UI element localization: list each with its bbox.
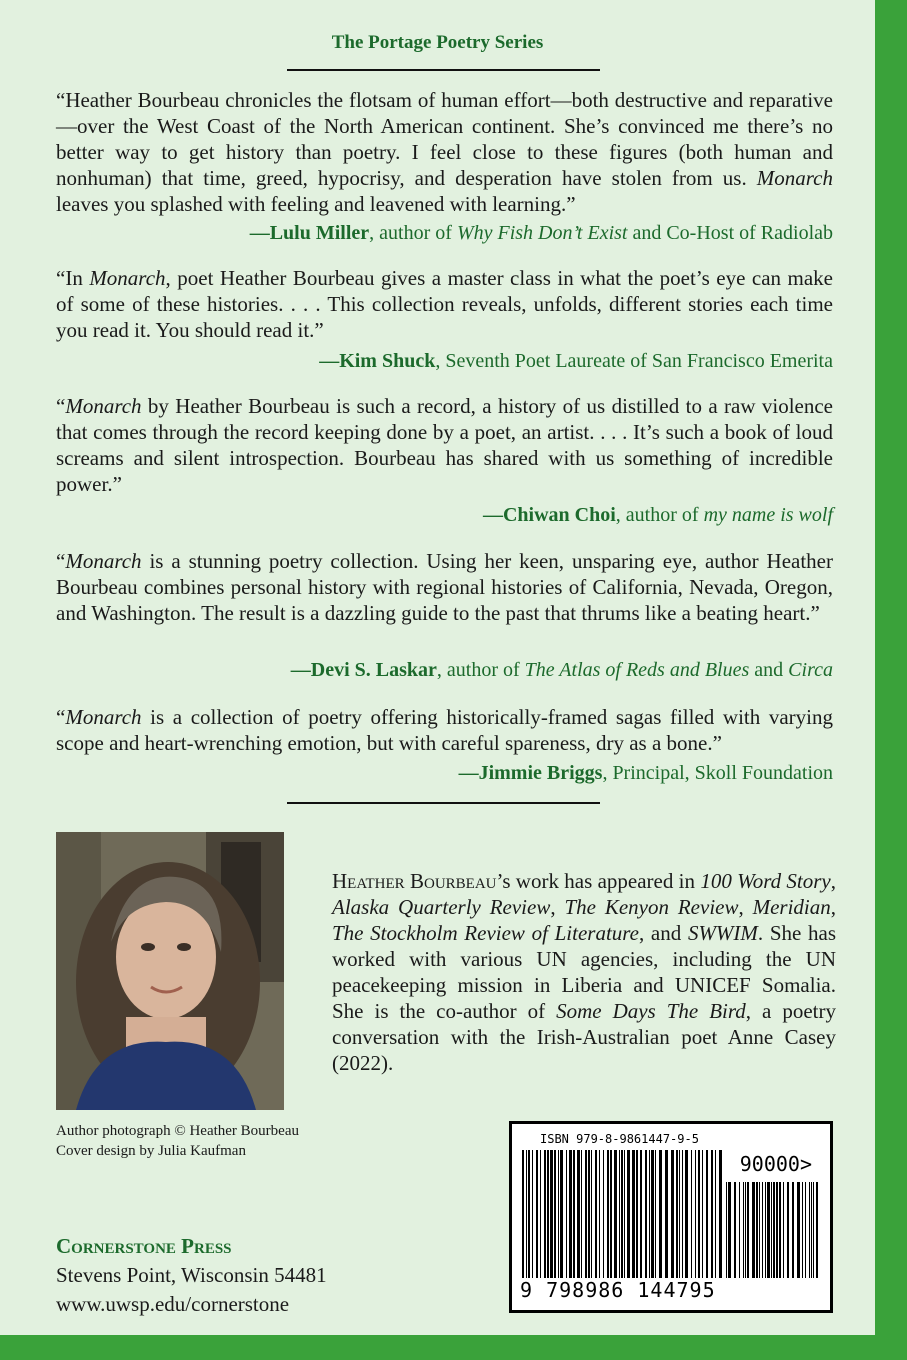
barcode-digits: 9 798986 144795 [520,1278,716,1302]
barcode-bar [726,1182,727,1278]
barcode-bar [702,1150,703,1278]
barcode-bar [762,1182,763,1278]
barcode-bar [573,1150,575,1278]
barcode-bar [685,1150,688,1278]
barcode-bar [745,1182,746,1278]
barcode-bar [695,1150,696,1278]
blurb-3: “Monarch by Heather Bourbeau is such a record, a history of us distilled to a raw violence that comes through the record keeping done by a poet, an artist. . . . It’s such a book of loud screams and silent introspection. Bourbeau has shared with us something of incredible power.” [56,394,833,496]
barcode-bar [711,1150,713,1278]
barcode-bar [728,1182,731,1278]
barcode-bar [671,1150,674,1278]
barcode-bar [624,1150,625,1278]
author-photo [56,832,284,1110]
barcode-bar [809,1182,810,1278]
barcode-bar [783,1182,784,1278]
barcode-bar [607,1150,609,1278]
blurb-2: “In Monarch, poet Heather Bourbeau gives a master class in what the poet’s eye can make of some of these histories. . . . This collection reveals, unfolds, different stories each time you read it. You should read it.” [56,266,833,342]
barcode-bar [765,1182,766,1278]
barcode-bar [627,1150,630,1278]
series-title: The Portage Poetry Series [331,32,544,53]
barcode-bar [547,1150,549,1278]
blurb-4-attribution: —Devi S. Laskar, author of The Atlas of Reds and Blues and Circa [290,659,833,681]
photo-credit: Author photograph © Heather Bourbeau [56,1123,299,1139]
barcode-bar [691,1150,692,1278]
barcode-bar [682,1150,683,1278]
barcode-box [509,1121,833,1313]
barcode-bar [767,1182,770,1278]
barcode-bar [759,1182,760,1278]
barcode-bar [566,1150,567,1278]
barcode-bar [739,1182,740,1278]
barcode-bar [756,1182,758,1278]
barcode-bar [752,1182,755,1278]
barcode-bar [577,1150,580,1278]
barcode-bar [797,1182,800,1278]
publisher-name: Cornerstone Press [56,1234,232,1258]
top-divider [287,69,600,71]
barcode-bar [773,1182,775,1278]
barcode-bar [698,1150,700,1278]
barcode-bar [560,1150,563,1278]
barcode-bar [802,1182,803,1278]
barcode-bar [554,1150,556,1278]
barcode-bar [779,1182,781,1278]
barcode-bar [581,1150,582,1278]
barcode-bar [603,1150,604,1278]
barcode-bar [540,1150,541,1278]
barcode-bar [706,1150,708,1278]
barcode-bar [558,1150,559,1278]
price-code: 90000> [739,1152,812,1176]
barcode-bar [599,1150,600,1278]
barcode-bar [665,1150,668,1278]
barcode-bar [715,1150,716,1278]
barcode-bar [811,1182,812,1278]
barcode-bar [776,1182,778,1278]
barcode-bar [649,1150,650,1278]
barcode-bar [816,1182,818,1278]
blurb-5-attribution: —Jimmie Briggs, Principal, Skoll Foundation [458,762,833,784]
blurb-4: “Monarch is a stunning poetry collection. Using her keen, unsparing eye, author Heather Bourbeau combines personal history with regional histories of California, Nevada, Oregon, and Washington. The result is a dazzling guide to the past that thrums like a beating heart.” [56,549,833,625]
barcode-bar [595,1150,597,1278]
barcode-bar [528,1150,530,1278]
blurb-1-attribution: —Lulu Miller, author of Why Fish Don’t Exist and Co-Host of Radiolab [249,222,833,244]
barcode-bar [588,1150,590,1278]
barcode-bar [651,1150,654,1278]
barcode-bar [743,1182,744,1278]
barcode-bar [771,1182,772,1278]
barcode-bar [569,1150,572,1278]
barcode-bar [645,1150,647,1278]
barcode-bar [676,1150,678,1278]
publisher-block [56,1232,327,1319]
barcode-bar [659,1150,662,1278]
design-credit: Cover design by Julia Kaufman [56,1143,246,1159]
blurb-1: “Heather Bourbeau chronicles the flotsam of human effort—both destructive and reparative—over the West Coast of the North American continent. She’s convinced me there’s no better way to get history than poetry. I feel close to these figures (both human and nonhuman) that time, greed, hypocrisy, and desperation have stolen from us. Monarch leaves you splashed with feeling and leavened with learning.” [56,88,834,216]
barcode-bar [526,1150,527,1278]
barcode-bar [536,1150,538,1278]
author-bio: Heather Bourbeau’s work has appeared in 100 Word Story, Alaska Quarterly Review, The Kenyon Review, Meridian, The Stockholm Review of Literature, and SWWIM. She has worked with various UN agencies, including the UN peacekeeping mission in Liberia and UNICEF Somalia. She is the co-author of Some Days The Bird, a poetry conversation with the Irish-Australian poet Anne Casey (2022). [332,869,837,1075]
barcode-bar [614,1150,617,1278]
barcode-bar [550,1150,553,1278]
barcode-bar [522,1150,524,1278]
blurb-3-attribution: —Chiwan Choi, author of my name is wolf [482,504,833,526]
blurb-2-attribution: —Kim Shuck, Seventh Poet Laureate of San Francisco Emerita [319,350,833,372]
barcode-bar [813,1182,814,1278]
barcode-bar [544,1150,546,1278]
barcode-bar [655,1150,656,1278]
barcode-bar [747,1182,749,1278]
isbn-label: ISBN 979-8-9861447-9-5 [540,1132,699,1146]
cover-credits [56,1121,299,1161]
barcode-bar [805,1182,806,1278]
barcode-bar [636,1150,638,1278]
publisher-city: Stevens Point, Wisconsin 54481 [56,1263,327,1287]
author-portrait-illustration [56,832,284,1110]
barcode-bar [792,1182,794,1278]
barcode-bar [640,1150,642,1278]
publisher-url: www.uwsp.edu/cornerstone [56,1292,290,1316]
bottom-divider [287,802,600,804]
barcode-bar [719,1150,722,1278]
barcode-bar [619,1150,620,1278]
barcode-bar [679,1150,680,1278]
barcode-bar [787,1182,789,1278]
barcode-bar [532,1150,533,1278]
barcode-bar [734,1182,736,1278]
barcode-bar [621,1150,623,1278]
barcode-bar [591,1150,592,1278]
barcode-bar [632,1150,635,1278]
blurb-5: “Monarch is a collection of poetry offering historically-framed sagas filled with varying scope and heart-wrenching emotion, but with careful spareness, dry as a bone.” [56,705,833,755]
barcode-bar [610,1150,612,1278]
barcode-bar [585,1150,587,1278]
